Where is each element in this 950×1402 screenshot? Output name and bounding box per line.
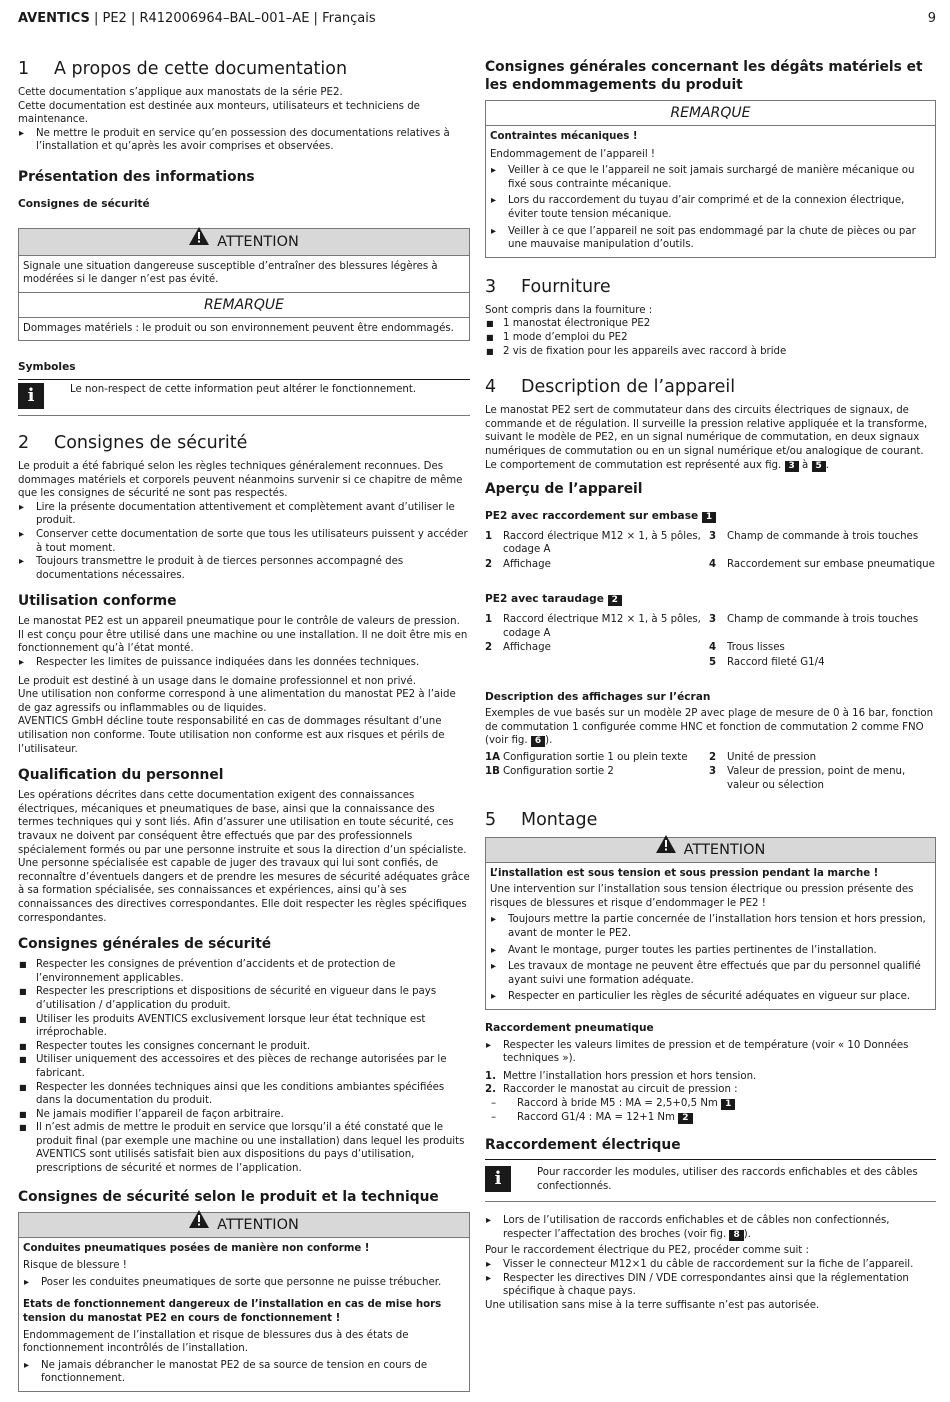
bullet-item: ▸ Visser le connecteur M12×1 du câble de raccordement sur la fiche de l’appareil. <box>485 1258 936 1272</box>
subheading-taraudage: PE2 avec taraudage 2 <box>485 593 936 607</box>
attention-header: ATTENTION <box>19 1213 469 1238</box>
paragraph: Exemples de vue basés sur un modèle 2P avec plage de mesure de 0 à 16 bar, fonction de commutation 1 configurée comme HNC et fonction de commutation 2 comme FNO (voir fig. 6 ). <box>485 708 934 747</box>
right-column <box>485 58 936 1312</box>
paragraph: Endommagement de l’appareil ! <box>490 148 655 160</box>
paragraph: Il est conçu pour être utilisé dans une machine ou une installation. Il ne doit être mis en fonctionnement qu’à l’état monté. <box>18 629 468 655</box>
figure-ref[interactable]: 1 <box>702 512 716 523</box>
warning-title: L’installation est sous tension et sous pression pendant la marche ! <box>490 867 879 879</box>
remark-box <box>485 100 936 258</box>
page-header <box>18 11 936 31</box>
subheading-presentation: Présentation des informations <box>18 168 255 185</box>
bullet-item: ▸ Toujours transmettre le produit à de tierces personnes accompagné des documentations nécessaires. <box>18 555 470 582</box>
info-text: Pour raccorder les modules, utiliser des raccords enfichables et des câbles confectionnés. <box>537 1167 918 1192</box>
info-row <box>18 380 470 416</box>
step-item: 2. Raccorder le manostat au circuit de pression : <box>485 1084 738 1096</box>
list-item: ■ Respecter toutes les consignes concernant le produit. <box>18 1040 470 1054</box>
legend-taraudage: 1 Raccord électrique M12 × 1, à 5 pôles, codage A 3 Champ de commande à trois touches 2 Affichage 4 Trous lisses 5 Raccord fileté G1/4 <box>485 614 919 668</box>
warning-title: Etats de fonctionnement dangereux de l’installation en cas de mise hors tension du manostat PE2 en cours de fonctionnement ! <box>23 1299 442 1325</box>
step-item: 1. Mettre l’installation hors pression et hors tension. <box>485 1070 757 1082</box>
remark-header: REMARQUE <box>19 292 469 317</box>
list-item: ■ Il n’est admis de mettre le produit en service que lorsqu’il a été constaté que le produit final (par exemple une machine ou une installation) dans lequel les produits AVENTICS sont utilisés satisfait bien aux dispositions du pays d’utilisation, prescriptions de sécurité et normes de l’application. <box>18 1121 470 1175</box>
paragraph: Le manostat PE2 est un appareil pneumatique pour le contrôle de valeurs de pression. <box>18 616 460 628</box>
brand-name: AVENTICS <box>18 11 90 26</box>
bullet-item: ▸ Poser les conduites pneumatiques de sorte que personne ne puisse trébucher. <box>23 1276 465 1290</box>
warning-triangle-icon <box>189 1210 209 1236</box>
figure-ref[interactable]: 1 <box>721 1099 735 1110</box>
bullet-item: ▸ Ne mettre le produit en service qu’en possession des documentations relatives à l’installation et qu’après les avoir comprises et observées. <box>18 127 470 154</box>
paragraph: Cette documentation est destinée aux monteurs, utilisateurs et techniciens de maintenance. <box>18 100 420 126</box>
bullet-item: ▸ Lors du raccordement du tuyau d’air comprimé et de la connexion électrique, éviter toute tension mécanique. <box>490 194 931 221</box>
list-item: ■ Utiliser uniquement des accessoires et des pièces de rechange autorisées par le fabricant. <box>18 1053 470 1080</box>
figure-ref[interactable]: 2 <box>678 1113 692 1124</box>
paragraph: Une personne spécialisée est capable de juger des travaux qui lui sont confiés, de reconnaître d’éventuels dangers et de prendre les mesures de sécurité adéquates grâce à sa formation spécialisée, ses connaissances et expériences, ainsi qu’à ses connaissances des directives correspondantes. Elle doit respecter les règles spécifiques correspondantes. <box>18 858 470 924</box>
paragraph: Une utilisation sans mise à la terre suffisante n’est pas autorisée. <box>485 1299 820 1311</box>
paragraph: Cette documentation s’applique aux manostats de la série PE2. <box>18 87 343 98</box>
figure-ref[interactable]: 6 <box>531 736 545 747</box>
doc-reference: | PE2 | R412006964–BAL–001–AE | Français <box>89 11 376 26</box>
figure-ref[interactable]: 3 <box>785 461 799 472</box>
bullet-item: ▸ Les travaux de montage ne peuvent être effectués que par du personnel qualifié ayant suivi une formation adéquate. <box>490 960 931 987</box>
section-1-heading: 1 A propos de cette documentation <box>18 59 348 79</box>
bullet-item: ▸ Toujours mettre la partie concernée de l’installation hors tension et hors pression, avant de monter le PE2. <box>490 913 931 940</box>
attention-header: ATTENTION <box>19 229 469 256</box>
bullet-item: ▸ Respecter les directives DIN / VDE correspondantes ainsi que la réglementation spécifique à chaque pays. <box>485 1272 936 1299</box>
dash-item: – Raccord à bride M5 : MA = 2,5+0,5 Nm 1 <box>485 1097 936 1111</box>
subheading-display: Description des affichages sur l’écran <box>485 691 711 704</box>
list-item: ■ Ne jamais modifier l’appareil de façon arbitraire. <box>18 1108 470 1122</box>
bullet-item: ▸ Veiller à ce que le l’appareil ne soit jamais surchargé de manière mécanique ou fixé sous contrainte mécanique. <box>490 164 931 191</box>
info-icon: i <box>485 1166 511 1192</box>
paragraph: Une intervention sur l’installation sous tension électrique ou pression présente des risques de blessures et risque d’endommager le PE2 ! <box>490 884 914 909</box>
warning-triangle-icon <box>189 227 209 254</box>
left-column <box>18 58 470 1402</box>
figure-ref[interactable]: 5 <box>812 461 826 472</box>
list-item: ■ Respecter les consignes de prévention d’accidents et de protection de l’environnement applicables. <box>18 958 470 985</box>
warning-title: Contraintes mécaniques ! <box>490 131 638 142</box>
list-item: ■ 1 mode d’emploi du PE2 <box>485 331 936 345</box>
remark-header: REMARQUE <box>486 101 935 126</box>
bullet-item: ▸ Respecter les valeurs limites de pression et de température (voir « 10 Données techniques »). <box>485 1039 936 1066</box>
list-item: ■ Utiliser les produits AVENTICS exclusivement lorsque leur état technique est irréprochable. <box>18 1013 470 1040</box>
list-item: ■ 1 manostat électronique PE2 <box>485 317 936 331</box>
paragraph: Le produit a été fabriqué selon les règles techniques généralement reconnues. Des dommages matériels et corporels peuvent néanmoins survenir si ce chapitre de même que les consignes de sécurité ne sont pas respectés. <box>18 460 463 500</box>
bullet-item: ▸ Conserver cette documentation de sorte que tous les utilisateurs puissent y accéder à tout moment. <box>18 528 470 555</box>
subheading-symbols: Symboles <box>18 361 76 374</box>
bullet-item: ▸ Respecter les limites de puissance indiquées dans les données techniques. <box>18 656 470 670</box>
warning-triangle-icon <box>656 835 676 861</box>
bullet-item: ▸ Avant le montage, purger toutes les parties pertinentes de l’installation. <box>490 944 931 958</box>
legend-embase: 1 Raccord électrique M12 × 1, à 5 pôles, codage A 3 Champ de commande à trois touches 2 Affichage 4 Raccordement sur embase pneumatique <box>485 530 935 570</box>
remark-text: Dommages matériels : le produit ou son environnement peuvent être endommagés. <box>19 317 469 341</box>
bullet-item: ▸ Respecter en particulier les règles de sécurité adéquates en vigueur sur place. <box>490 990 931 1004</box>
info-icon: i <box>18 383 44 409</box>
attention-text: Signale une situation dangereuse susceptible d’entraîner des blessures légères à modérées si le danger n’est pas évité. <box>23 260 438 286</box>
section-2-heading: 2 Consignes de sécurité <box>18 432 248 453</box>
paragraph: Pour le raccordement électrique du PE2, procéder comme suit : <box>485 1245 809 1257</box>
attention-header: ATTENTION <box>486 838 935 863</box>
subheading-qualification: Qualification du personnel <box>18 767 224 784</box>
info-row <box>485 1160 936 1202</box>
info-text: Le non-respect de cette information peut altérer le fonctionnement. <box>70 383 417 395</box>
attention-box <box>485 837 936 1010</box>
warning-title: Conduites pneumatiques posées de manière non conforme ! <box>23 1242 370 1254</box>
subheading-overview: Aperçu de l’appareil <box>485 481 643 498</box>
bullet-item: ▸ Lire la présente documentation attentivement et complètement avant d’utiliser le produit. <box>18 501 470 528</box>
paragraph: AVENTICS GmbH décline toute responsabilité en cas de dommages résultant d’une utilisation non conforme. Toute utilisation non conforme est aux risques et périls de l’utilisateur. <box>18 716 445 755</box>
bullet-item: ▸ Lors de l’utilisation de raccords enfichables et de câbles non confectionnés, respecter l’affectation des broches (voir fig. 8 ). <box>485 1214 936 1241</box>
subheading-utilisation: Utilisation conforme <box>18 593 177 610</box>
list-item: ■ Respecter les prescriptions et dispositions de sécurité en vigueur dans le pays d’utilisation / d’application du produit. <box>18 985 470 1012</box>
paragraph: Une utilisation non conforme correspond à une alimentation du manostat PE2 à l’aide de gaz agressifs ou inflammables ou de liquides. <box>18 689 456 714</box>
bullet-item: ▸ Ne jamais débrancher le manostat PE2 de sa source de tension en cours de fonctionnement. <box>23 1359 465 1386</box>
subheading-safety-notes: Consignes de sécurité <box>18 197 150 210</box>
figure-ref[interactable]: 8 <box>729 1230 743 1241</box>
subheading-product-safety: Consignes de sécurité selon le produit et la technique <box>18 1188 439 1205</box>
paragraph: Sont compris dans la fourniture : <box>485 304 653 316</box>
subheading-embase: PE2 avec raccordement sur embase 1 <box>485 510 936 524</box>
attention-box <box>18 1212 470 1392</box>
subheading-material-damage: Consignes générales concernant les dégâts matériels et les endommagements du produit <box>485 59 923 93</box>
section-3-heading: 3 Fourniture <box>485 276 611 297</box>
bullet-item: ▸ Veiller à ce que l’appareil ne soit pas endommagé par la chute de pièces ou par une mauvaise manipulation d’outils. <box>490 225 931 252</box>
attention-box <box>18 228 470 342</box>
list-item: ■ 2 vis de fixation pour les appareils avec raccord à bride <box>485 345 936 359</box>
list-item: ■ Respecter les données techniques ainsi que les conditions ambiantes spécifiées dans la documentation du produit. <box>18 1081 470 1108</box>
section-4-heading: 4 Description de l’appareil <box>485 377 736 398</box>
figure-ref[interactable]: 2 <box>608 595 622 606</box>
paragraph: Le manostat PE2 sert de commutateur dans des circuits électriques de signaux, de commande et de régulation. Il surveille la pression relative appliquée et la transforme, suivant le modèle de PE2, en un signal numérique de commutation, en deux signaux numériques de commutation ou en un signal numérique et/ou analogique de courant. Le comportement de commutation est représenté aux fig. 3 à 5 . <box>485 405 928 471</box>
legend-display: 1A Configuration sortie 1 ou plein texte 2 Unité de pression 1B Configuration sortie 2 3 Valeur de pression, point de menu, valeur ou sélection <box>485 751 906 791</box>
paragraph: Les opérations décrites dans cette documentation exigent des connaissances électriques, mécaniques et pneumatiques de base, ainsi que la connaissance des termes techniques qui y sont liés. Afin d’assurer une utilisation en toute sécurité, ces travaux ne doivent par conséquent être effectués que par des professionnels spécialement formés ou par une personne instruite et sous la direction d’un spécialiste. <box>18 790 467 856</box>
subheading-pneumatic: Raccordement pneumatique <box>485 1021 654 1034</box>
page-number: 9 <box>927 11 936 26</box>
subheading-general-safety: Consignes générales de sécurité <box>18 936 272 953</box>
paragraph: Le produit est destiné à un usage dans le domaine professionnel et non privé. <box>18 675 416 687</box>
paragraph: Risque de blessure ! <box>23 1260 127 1272</box>
dash-item: – Raccord G1/4 : MA = 12+1 Nm 2 <box>485 1111 936 1125</box>
subheading-electrical: Raccordement électrique <box>485 1137 681 1154</box>
section-5-heading: 5 Montage <box>485 809 598 830</box>
paragraph: Endommagement de l’installation et risque de blessures dus à des états de fonctionnement incontrôlés de l’installation. <box>23 1329 409 1355</box>
